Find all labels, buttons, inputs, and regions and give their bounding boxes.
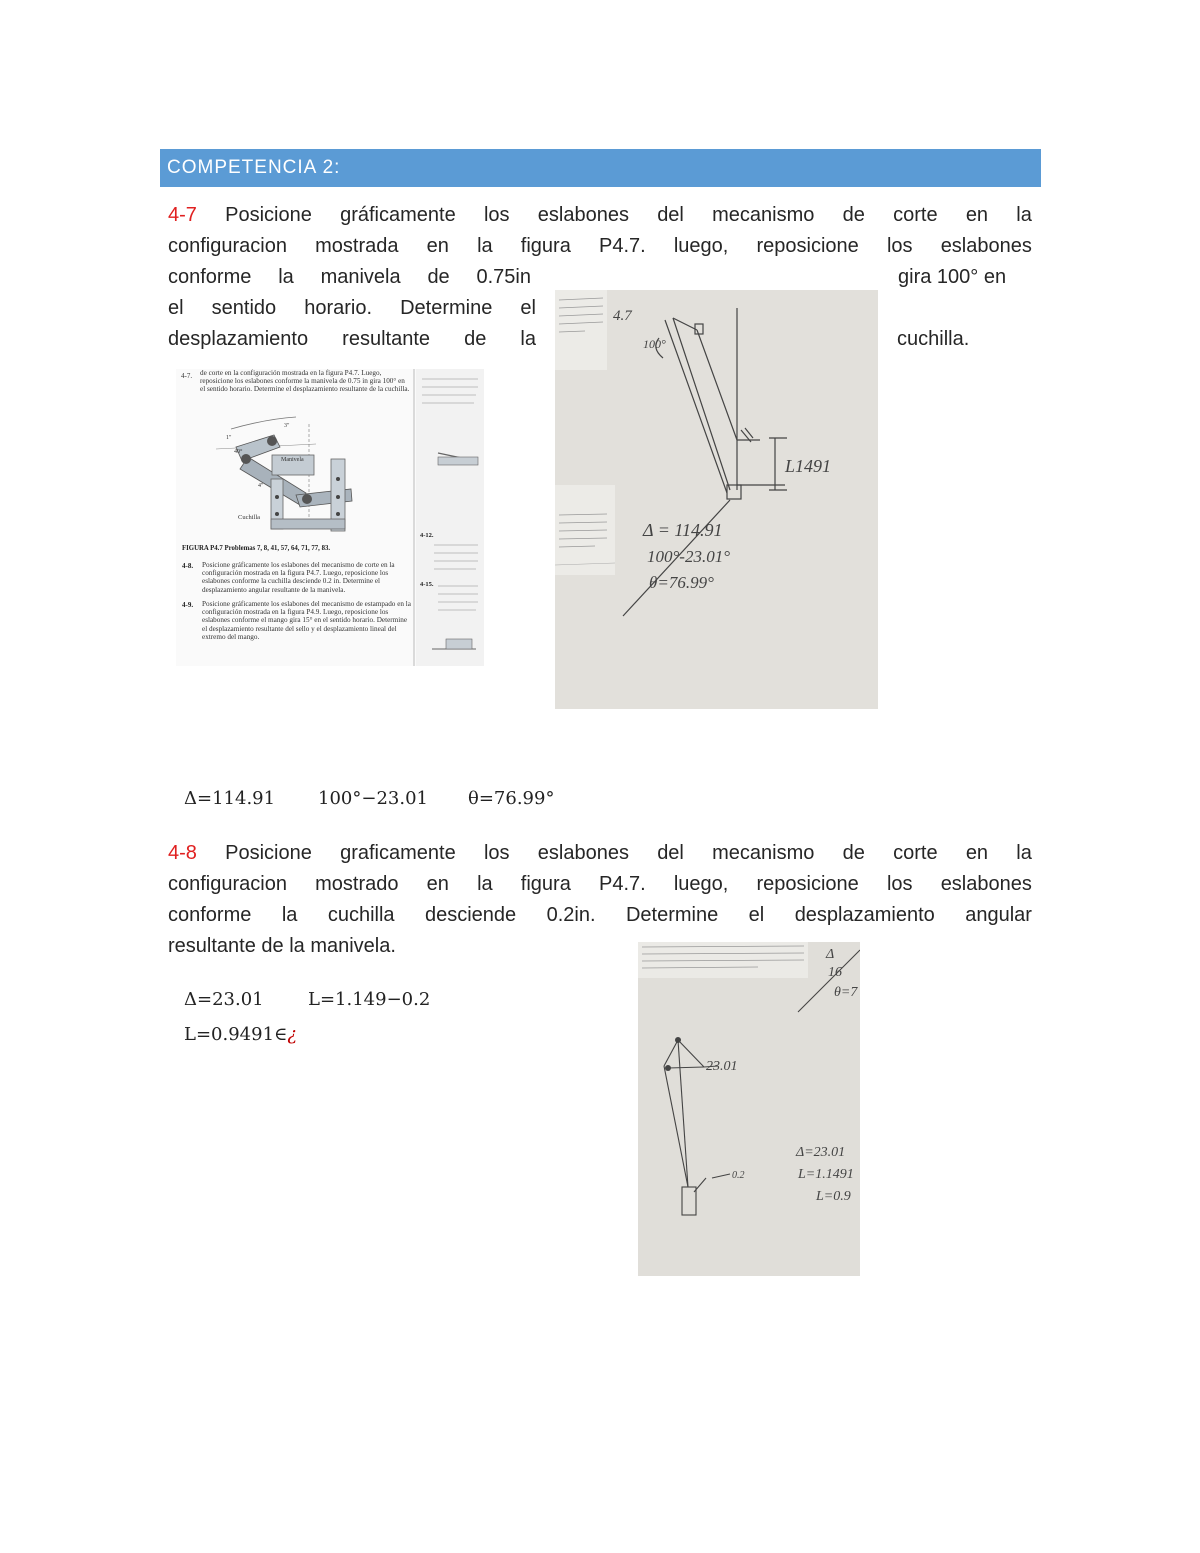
word: mecanismo [712, 204, 815, 226]
p47-line-3-left [168, 262, 531, 293]
word: luego, [673, 235, 729, 257]
sketch2-l1-label: L=1.1491 [798, 1167, 854, 1182]
word: mostrado [315, 873, 399, 895]
p47-line-5-left [168, 324, 536, 355]
p47-line-1 [168, 200, 1032, 231]
book-label-cuchilla: Cuchilla [238, 514, 261, 521]
p47-line-3-right: gira 100° en [898, 266, 1007, 288]
word: cuchilla [327, 904, 395, 926]
p48-line-1 [168, 838, 1032, 869]
word: en [426, 873, 449, 895]
word: eslabones [537, 204, 629, 226]
equation-48-result-mark: ¿ [287, 1024, 297, 1045]
svg-text:1": 1" [226, 435, 232, 441]
word: Posicione [225, 204, 312, 226]
sketch1-length-label: L1491 [785, 456, 832, 476]
word: conforme [168, 266, 252, 288]
book-label-manivela: Manivela [281, 457, 304, 463]
sketch1-diff-label: 100°-23.01° [647, 547, 731, 566]
book-problem-8-text: Posicione gráficamente los eslabones del mecanismo de corte en la configuración mostrada en la figura P4.7. Luego, reposicione los eslabones conforme la cuchilla desciende 0.2 in. Determine el desplazamiento angular resultante de la manivela. [202, 561, 395, 594]
word: el [748, 904, 765, 926]
sketch2-top-theta: θ=7 [834, 985, 858, 1000]
word: conforme [168, 904, 252, 926]
book-problem-9-text: Posicione gráficamente los eslabones del mecanismo de estampado en la configuración mostrada en la figura P4.9. Luego, reposicione los eslabones conforme el mango gira 15° en el sentido horario. Determine el desplazamiento resultante del sello y el desplazamiento lineal del extremo del mango. [202, 600, 411, 641]
word: Posicione [225, 842, 312, 864]
equation-47-delta: Δ=114.91 [184, 788, 276, 809]
word: en [965, 204, 989, 226]
word: reposicione [756, 873, 859, 895]
word: corte [893, 204, 938, 226]
word: figura [520, 873, 571, 895]
book-p9-number: 4-9. [182, 601, 194, 609]
word: la [278, 266, 294, 288]
book-p15-number: 4-15. [420, 581, 434, 588]
word: 0.75in [476, 266, 531, 288]
equation-48-result [184, 1024, 297, 1045]
word: los [886, 873, 913, 895]
sketch2-angle-label: 23.01 [706, 1059, 738, 1074]
sketch1-theta-label: θ=76.99° [649, 573, 714, 592]
word: manivela [320, 266, 401, 288]
book-figure-caption: FIGURA P4.7 Problemas 7, 8, 41, 57, 64, 71, 77, 83. [182, 545, 331, 552]
equation-48-result-value: L=0.9491∈ [184, 1024, 288, 1045]
sketch2-small-label: 0.2 [732, 1170, 745, 1181]
equation-48-delta: Δ=23.01 [184, 989, 264, 1010]
p47-line-2 [168, 231, 1032, 262]
word: P4.7. [598, 235, 646, 257]
word: corte [893, 842, 938, 864]
word: eslabones [940, 235, 1032, 257]
book-problem-7-text: de corte en la configuración mostrada en la figura P4.7. Luego, reposicione los eslabones conforme la manivela de 0.75 in gira 100° en el sentido horario. Determine el desplazamiento resultante de la cuchilla. [200, 369, 410, 393]
word: graficamente [340, 842, 456, 864]
sketch1-problem-label: 4.7 [613, 308, 632, 324]
equation-48-length: L=1.149−0.2 [308, 989, 431, 1010]
word: los [483, 204, 510, 226]
word: horario. [304, 297, 373, 319]
word: la [1016, 204, 1032, 226]
sketch1-angle-label: 100° [643, 337, 666, 351]
word: desplazamiento [794, 904, 935, 926]
word: sentido [211, 297, 277, 319]
p48-number: 4-8 [168, 842, 197, 864]
word: mostrada [315, 235, 399, 257]
word: gráficamente [340, 204, 456, 226]
section-title: COMPETENCIA 2: [167, 157, 341, 178]
word: la [281, 904, 298, 926]
sketch2-top-number: 16 [828, 965, 842, 980]
word: de [842, 204, 865, 226]
handwritten-sketch-image-2 [638, 942, 860, 1276]
word: desplazamiento [168, 328, 309, 350]
word: reposicione [756, 235, 859, 257]
handwritten-sketch-image-1 [555, 290, 878, 709]
word: configuracion [168, 873, 287, 895]
word: en [426, 235, 449, 257]
word: luego, [673, 873, 729, 895]
word: P4.7. [598, 873, 646, 895]
word: del [657, 204, 684, 226]
equation-47-theta: θ=76.99° [468, 788, 555, 809]
word: del [657, 842, 684, 864]
svg-text:4-7.: 4-7. [181, 372, 193, 380]
p47-line-4-left [168, 293, 536, 324]
sketch2-delta-label: Δ=23.01 [796, 1145, 846, 1160]
word: figura [520, 235, 571, 257]
svg-text:40°: 40° [234, 449, 243, 455]
word: eslabones [537, 842, 629, 864]
word: eslabones [940, 873, 1032, 895]
word: angular [965, 904, 1032, 926]
p47-line-5-right: cuchilla. [897, 328, 970, 350]
word: la [520, 328, 536, 350]
book-p8-number: 4-8. [182, 562, 194, 570]
word: desciende [424, 904, 517, 926]
word: 0.2in. [546, 904, 596, 926]
word: Determine [625, 904, 719, 926]
word: de [464, 328, 487, 350]
word: los [483, 842, 510, 864]
word: la [477, 873, 493, 895]
p48-line-2 [168, 869, 1032, 900]
word: el [168, 297, 184, 319]
word: la [477, 235, 493, 257]
book-p12-number: 4-12. [420, 532, 434, 539]
svg-text:3": 3" [284, 423, 290, 429]
word: mecanismo [712, 842, 815, 864]
textbook-figure-image [176, 369, 484, 666]
p48-line-3 [168, 900, 1032, 931]
word: el [520, 297, 536, 319]
word: la [1016, 842, 1032, 864]
equation-47-diff: 100°−23.01 [318, 788, 428, 809]
word: configuracion [168, 235, 287, 257]
word: de [427, 266, 450, 288]
word: los [886, 235, 913, 257]
section-header [160, 149, 1041, 187]
word: en [965, 842, 989, 864]
svg-text:4": 4" [258, 483, 264, 489]
p48-line-4: resultante de la manivela. [168, 935, 396, 957]
p47-number: 4-7 [168, 204, 197, 226]
sketch1-delta-label: Δ = 114.91 [643, 520, 723, 540]
sketch2-top-delta: Δ [826, 947, 835, 962]
word: resultante [342, 328, 431, 350]
sketch2-l2-label: L=0.9 [816, 1189, 851, 1204]
word: de [842, 842, 865, 864]
word: Determine [400, 297, 493, 319]
